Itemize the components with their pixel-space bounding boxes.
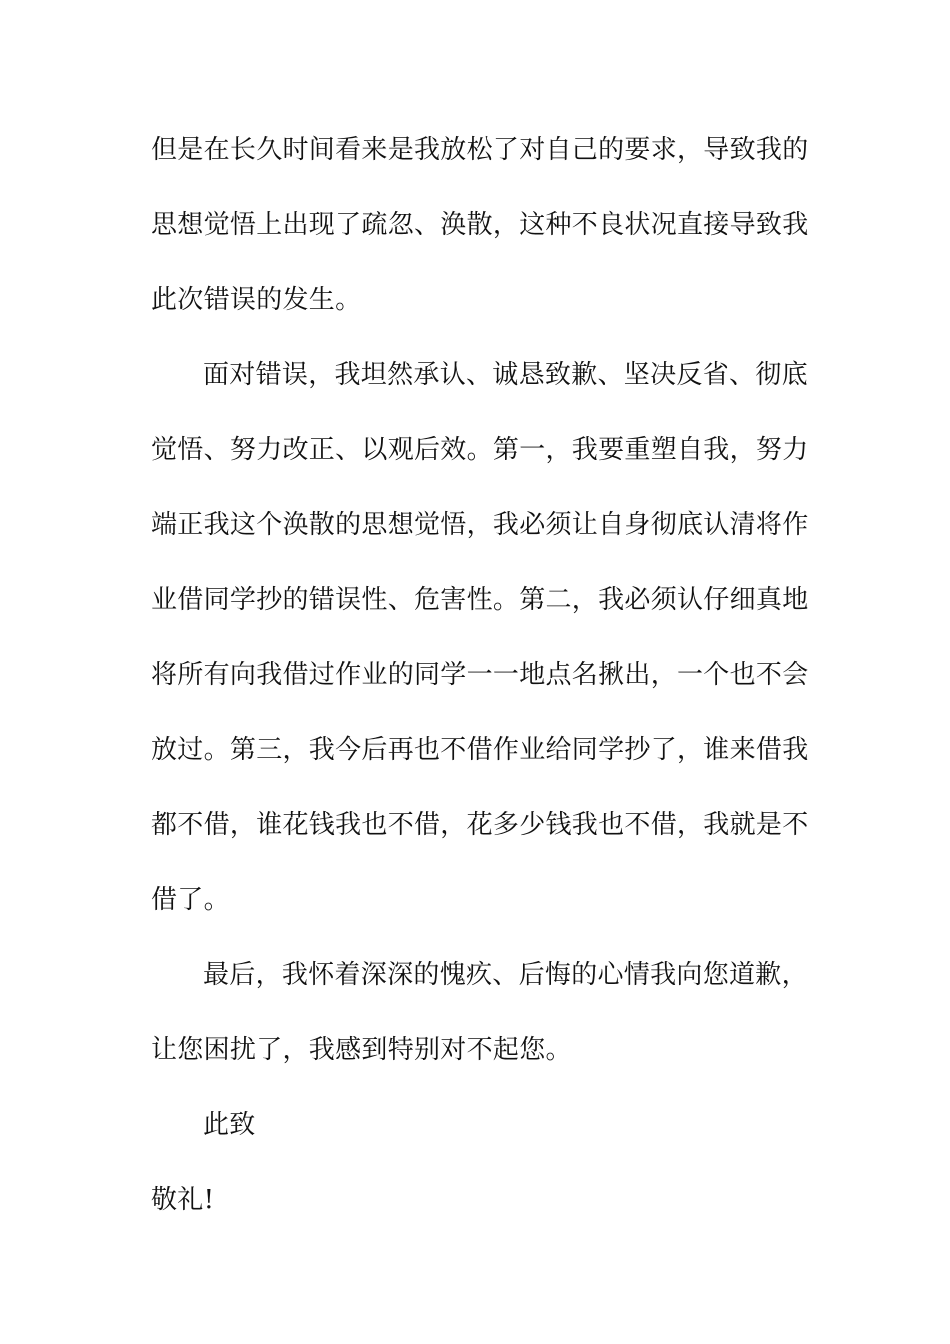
paragraph-line: 思想觉悟上出现了疏忽、涣散，这种不良状况直接导致我	[151, 210, 809, 240]
paragraph-line: 借了。	[151, 885, 230, 915]
paragraph-line: 最后，我怀着深深的愧疚、后悔的心情我向您道歉，	[203, 960, 808, 990]
paragraph-line: 面对错误，我坦然承认、诚恳致歉、坚决反省、彻底	[203, 360, 808, 390]
salutation: 敬礼!	[151, 1185, 215, 1215]
paragraph-line: 放过。第三，我今后再也不借作业给同学抄了，谁来借我	[151, 735, 809, 765]
paragraph-line: 都不借，谁花钱我也不借，花多少钱我也不借，我就是不	[151, 810, 809, 840]
paragraph-line: 但是在长久时间看来是我放松了对自己的要求，导致我的	[151, 135, 809, 165]
paragraph-line: 业借同学抄的错误性、危害性。第二，我必须认仔细真地	[151, 585, 809, 615]
paragraph-line: 觉悟、努力改正、以观后效。第一，我要重塑自我，努力	[151, 435, 809, 465]
closing-phrase: 此致	[203, 1110, 256, 1140]
paragraph-line: 将所有向我借过作业的同学一一地点名揪出，一个也不会	[151, 660, 809, 690]
paragraph-line: 端正我这个涣散的思想觉悟，我必须让自身彻底认清将作	[151, 510, 809, 540]
paragraph-line: 此次错误的发生。	[151, 285, 362, 315]
paragraph-line: 让您困扰了，我感到特别对不起您。	[151, 1035, 572, 1065]
